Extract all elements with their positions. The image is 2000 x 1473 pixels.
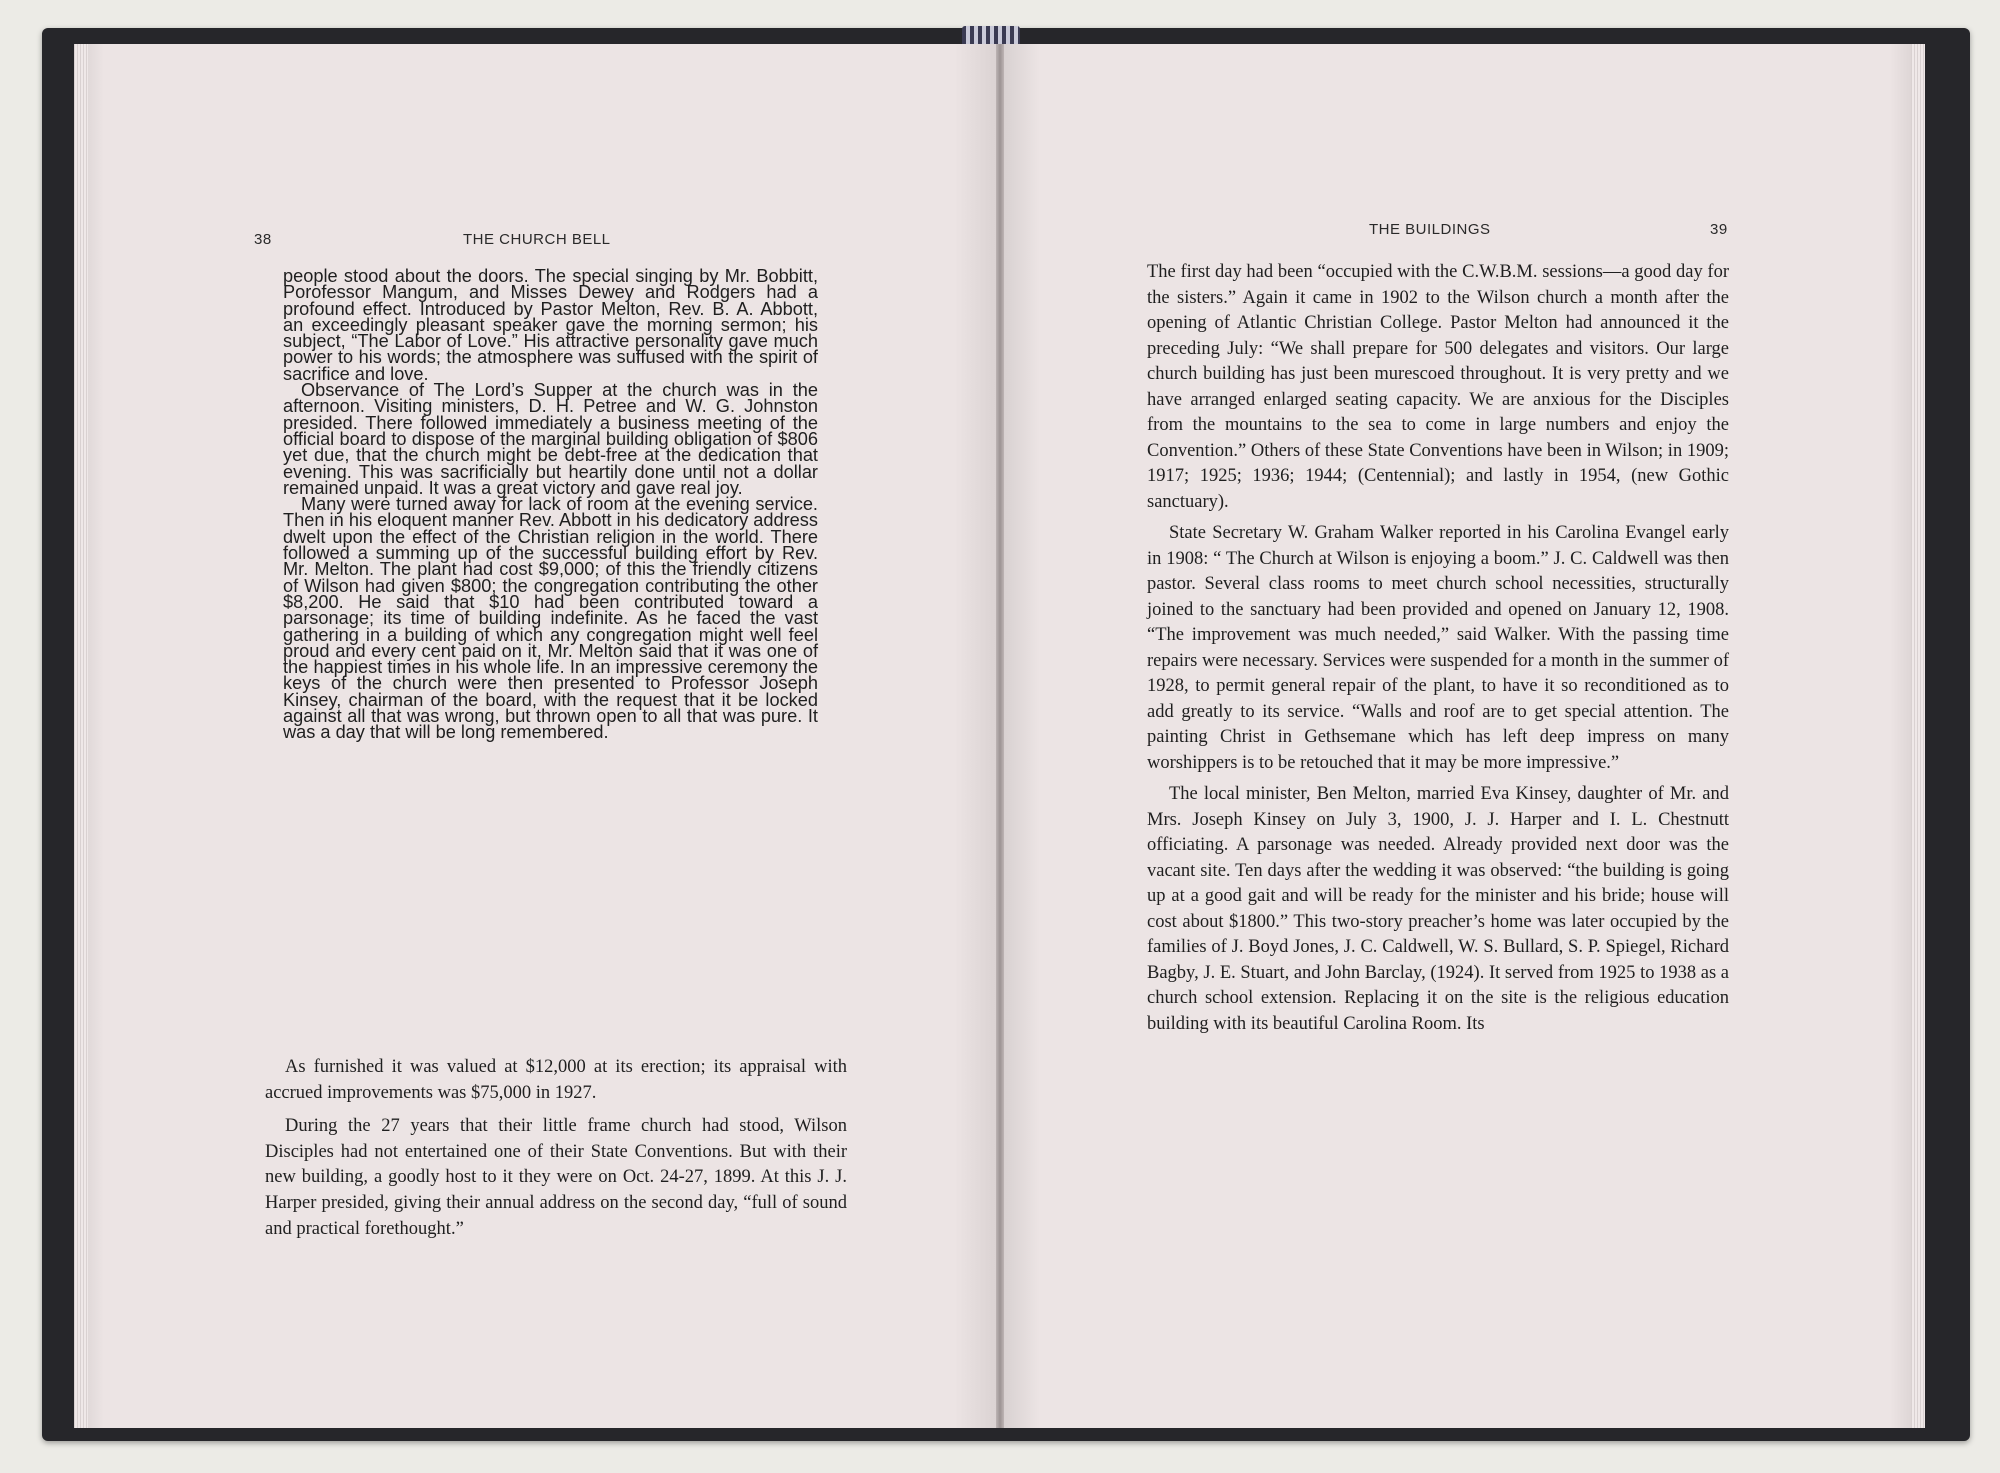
quoted-paragraph: people stood about the doors. The special singing by Mr. Bobbitt, Porofessor Mangum, and Misses Dewey and Rodgers had a profound effect. Introduced by Pastor Melton, Rev. B. A. Abbott, an exceedingly pleasant speaker gave the morning sermon; his subject, “The Labor of Love.” His attractive personality gave much power to his words; the atmosphere was suffused with the spirit of sacrifice and love. bbox=[283, 266, 818, 384]
left-quoted-block bbox=[283, 268, 818, 741]
body-paragraph: The first day had been “occupied with the C.W.B.M. sessions—a good day for the sisters.” Again it came in 1902 to the Wilson church a month after the opening of Atlantic Christian College. Pastor Melton had announced it the preceding July: “We shall prepare for 500 delegates and visitors. Our large church building has just been murescoed throughout. It is very pretty and we have arranged enlarged seating capacity. We are anxious for the Disciples from the mountains to the sea to come in large numbers and enjoy the Convention.” Others of these State Conventions have been in Wilson; in 1909; 1917; 1925; 1936; 1944; (Centennial); and lastly in 1954, (new Gothic sanctuary). bbox=[1147, 262, 1729, 512]
body-paragraph: During the 27 years that their little frame church had stood, Wilson Disciples had not entertained one of their State Conventions. But with their new building, a goodly host to it they were on Oct. 24-27, 1899. At this J. J. Harper presided, giving their annual address on the second day, “full of sound and practical forethought.” bbox=[265, 1116, 847, 1239]
body-paragraph: As furnished it was valued at $12,000 at its erection; its appraisal with accrued improvements was $75,000 in 1927. bbox=[265, 1057, 847, 1103]
right-body-text bbox=[1147, 260, 1729, 1043]
quoted-paragraph: Observance of The Lord’s Supper at the church was in the afternoon. Visiting ministers, D. H. Petree and W. G. Johnston presided. There followed immediately a business meeting of the official board to dispose of the marginal building obligation of $806 yet due, that the church might be debt-free at the dedication that evening. This was sacrificially but heartily done until not a dollar remained unpaid. It was a great victory and gave real joy. bbox=[283, 380, 818, 498]
left-page-number: 38 bbox=[254, 231, 272, 248]
left-page-edge bbox=[74, 44, 88, 1428]
right-running-header: THE BUILDINGS bbox=[1369, 221, 1491, 238]
left-body-text bbox=[265, 1055, 847, 1250]
left-running-header: THE CHURCH BELL bbox=[463, 231, 611, 248]
book-gutter bbox=[996, 44, 1004, 1428]
right-page-number: 39 bbox=[1710, 221, 1728, 238]
body-paragraph: State Secretary W. Graham Walker reported in his Carolina Evangel early in 1908: “ The Church at Wilson is enjoying a boom.” J. C. Caldwell was then pastor. Several class rooms to meet church school necessities, structurally joined to the sanctuary had been provided and opened on January 12, 1908. “The improvement was much needed,” said Walker. With the passing time repairs were necessary. Services were suspended for a month in the summer of 1928, to permit general repair of the plant, to have it so reconditioned as to add greatly to its service. “Walls and roof are to get special attention. The painting Christ in Gethsemane which has left deep impress on many worshippers is to be retouched that it may be more impressive.” bbox=[1147, 523, 1729, 773]
quoted-paragraph: Many were turned away for lack of room at the evening service. Then in his eloquent manner Rev. Abbott in his dedicatory address dwelt upon the effect of the Christian religion in the world. There followed a summing up of the successful building effort by Rev. Mr. Melton. The plant had cost $9,000; of this the friendly citizens of Wilson had given $800; the congregation contributing the other $8,200. He said that $10 had been contributed toward a parsonage; its time of building indefinite. As he faced the vast gathering in a building of which any congregation might well feel proud and every cent paid on it, Mr. Melton said that it was one of the happiest times in his whole life. In an impressive ceremony the keys of the church were then presented to Professor Joseph Kinsey, chairman of the board, with the request that it be locked against all that was wrong, but thrown open to all that was pure. It was a day that will be long remembered. bbox=[283, 494, 818, 743]
right-page-edge bbox=[1911, 44, 1925, 1428]
body-paragraph: The local minister, Ben Melton, married Eva Kinsey, daughter of Mr. and Mrs. Joseph Kinsey on July 3, 1900, J. J. Harper and I. L. Chestnutt officiating. A parsonage was needed. Already provided next door was the vacant site. Ten days after the wedding it was observed: “the building is going up at a good gait and will be ready for the minister and his bride; house will cost about $1800.” This two-story preacher’s home was later occupied by the families of J. Boyd Jones, J. C. Caldwell, W. S. Bullard, S. P. Spiegel, Richard Bagby, J. E. Stuart, and John Barclay, (1924). It served from 1925 to 1938 as a church school extension. Replacing it on the site is the religious education building with its beautiful Carolina Room. Its bbox=[1147, 784, 1729, 1034]
